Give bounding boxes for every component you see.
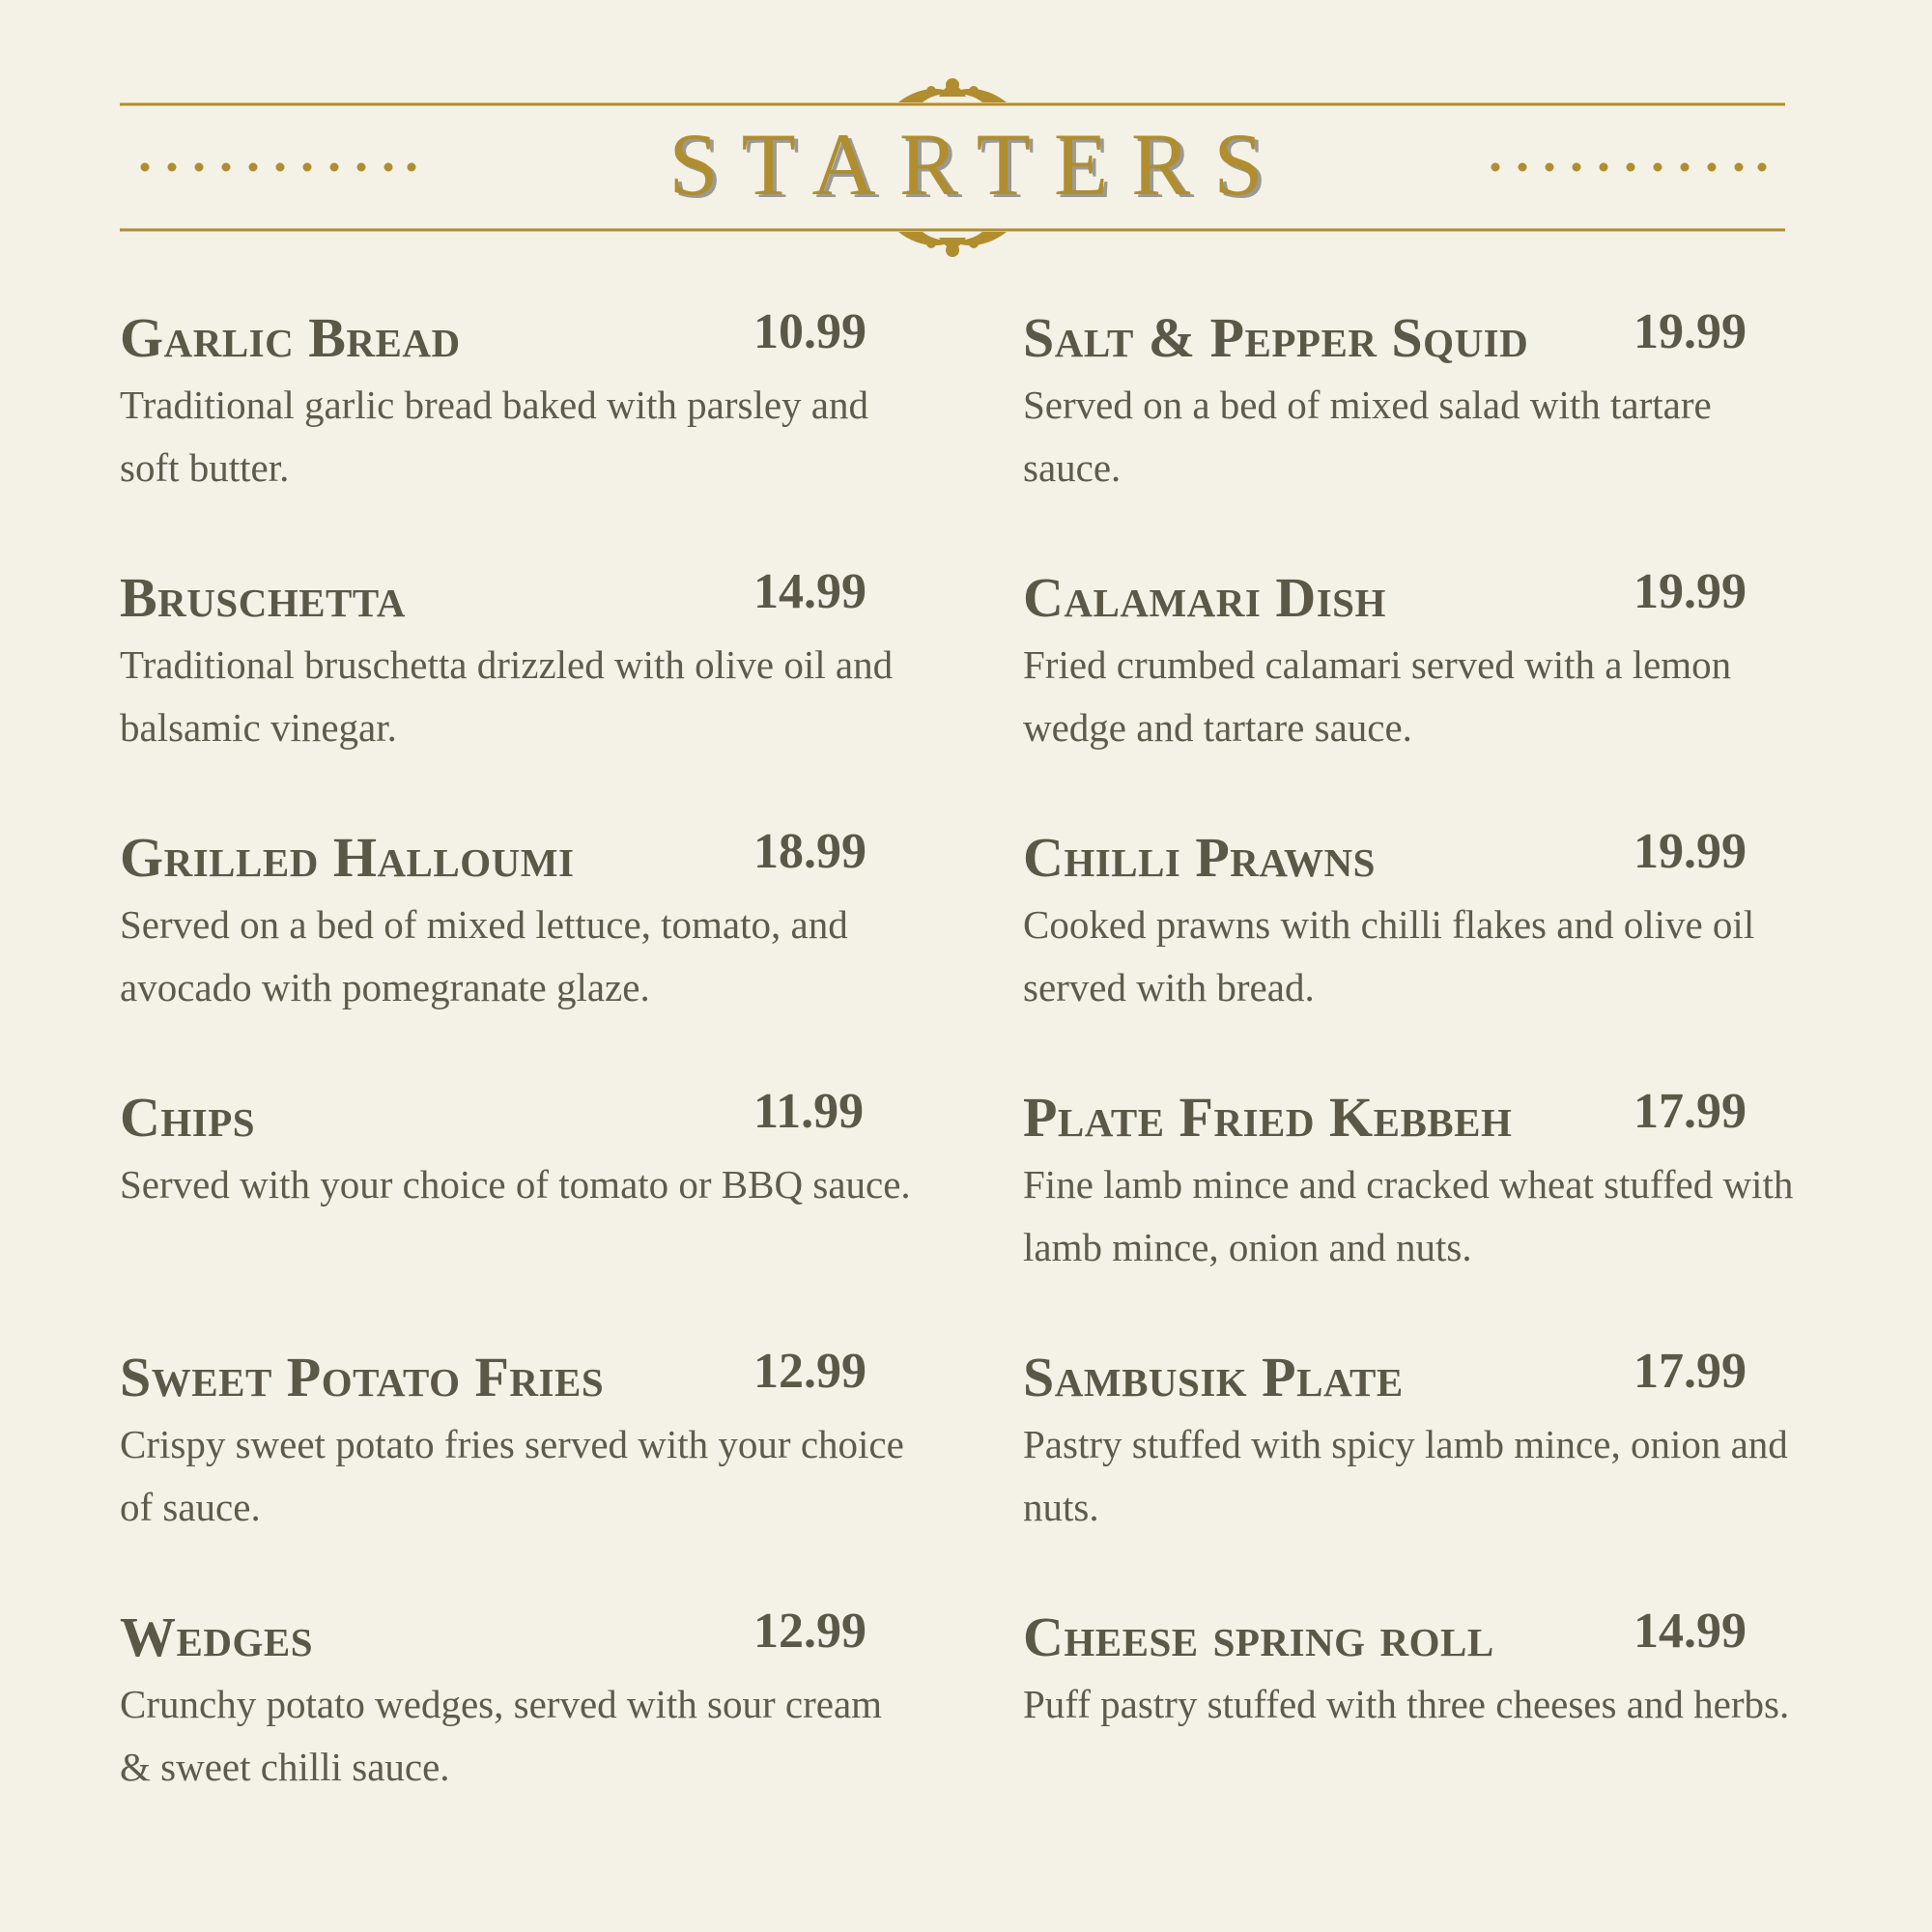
item-price: 12.99 [753, 1604, 867, 1659]
item-name: Salt & Pepper Squid [1023, 306, 1529, 369]
menu-item [120, 304, 912, 564]
item-name: Bruschetta [120, 566, 406, 629]
right-menu-column [1023, 304, 1815, 1863]
left-menu-column [120, 304, 912, 1863]
item-name: Wedges [120, 1605, 313, 1668]
top-flourish-icon [898, 78, 1007, 102]
item-price: 10.99 [753, 304, 867, 359]
item-name: Chilli Prawns [1023, 826, 1376, 889]
menu-item [120, 1344, 912, 1604]
item-price: 19.99 [1634, 824, 1747, 879]
item-description: Cooked prawns with chilli flakes and olive oil served with bread. [1023, 902, 1755, 1009]
menu-item [1023, 1604, 1815, 1863]
item-price: 14.99 [753, 564, 867, 619]
item-name: Sambusik Plate [1023, 1346, 1404, 1408]
menu-item [1023, 304, 1815, 564]
section-title: STARTERS [668, 115, 1287, 213]
item-description: Fried crumbed calamari served with a lemon wedge and tartare sauce. [1023, 642, 1732, 750]
item-price: 11.99 [753, 1084, 865, 1139]
item-name: Calamari Dish [1023, 566, 1386, 629]
item-name: Chips [120, 1086, 256, 1149]
item-description: Puff pastry stuffed with three cheeses and herbs. [1023, 1682, 1790, 1726]
menu-item [1023, 1084, 1815, 1344]
item-description: Traditional garlic bread baked with parsley and soft butter. [120, 383, 868, 490]
item-description: Crunchy potato wedges, served with sour cream & sweet chilli sauce. [120, 1682, 883, 1789]
item-price: 19.99 [1634, 564, 1747, 619]
menu-item [1023, 564, 1815, 824]
menu-item [1023, 1344, 1815, 1604]
menu-item [120, 1084, 912, 1344]
item-description: Served with your choice of tomato or BBQ sauce. [120, 1162, 911, 1207]
item-description: Fine lamb mince and cracked wheat stuffed with lamb mince, onion and nuts. [1023, 1162, 1794, 1269]
item-name: Plate Fried Kebbeh [1023, 1086, 1513, 1149]
item-name: Garlic Bread [120, 306, 461, 369]
item-description: Served on a bed of mixed salad with tartare sauce. [1023, 383, 1712, 490]
item-price: 17.99 [1634, 1084, 1747, 1139]
item-name: Cheese spring roll [1023, 1605, 1494, 1668]
menu-item [1023, 824, 1815, 1084]
item-description: Pastry stuffed with spicy lamb mince, onion and nuts. [1023, 1422, 1788, 1529]
item-price: 12.99 [753, 1344, 867, 1399]
item-description: Traditional bruschetta drizzled with olive oil and balsamic vinegar. [120, 642, 894, 750]
item-price: 17.99 [1634, 1344, 1747, 1399]
item-price: 19.99 [1634, 304, 1747, 359]
item-price: 18.99 [753, 824, 867, 879]
item-price: 14.99 [1634, 1604, 1747, 1659]
menu-item [120, 1604, 912, 1863]
item-description: Served on a bed of mixed lettuce, tomato, and avocado with pomegranate glaze. [120, 902, 848, 1009]
item-description: Crispy sweet potato fries served with your choice of sauce. [120, 1422, 904, 1529]
bottom-flourish-icon [898, 232, 1007, 257]
item-name: Sweet Potato Fries [120, 1346, 605, 1408]
menu-item [120, 824, 912, 1084]
menu-item [120, 564, 912, 824]
menu-header [0, 0, 1932, 270]
item-name: Grilled Halloumi [120, 826, 575, 889]
